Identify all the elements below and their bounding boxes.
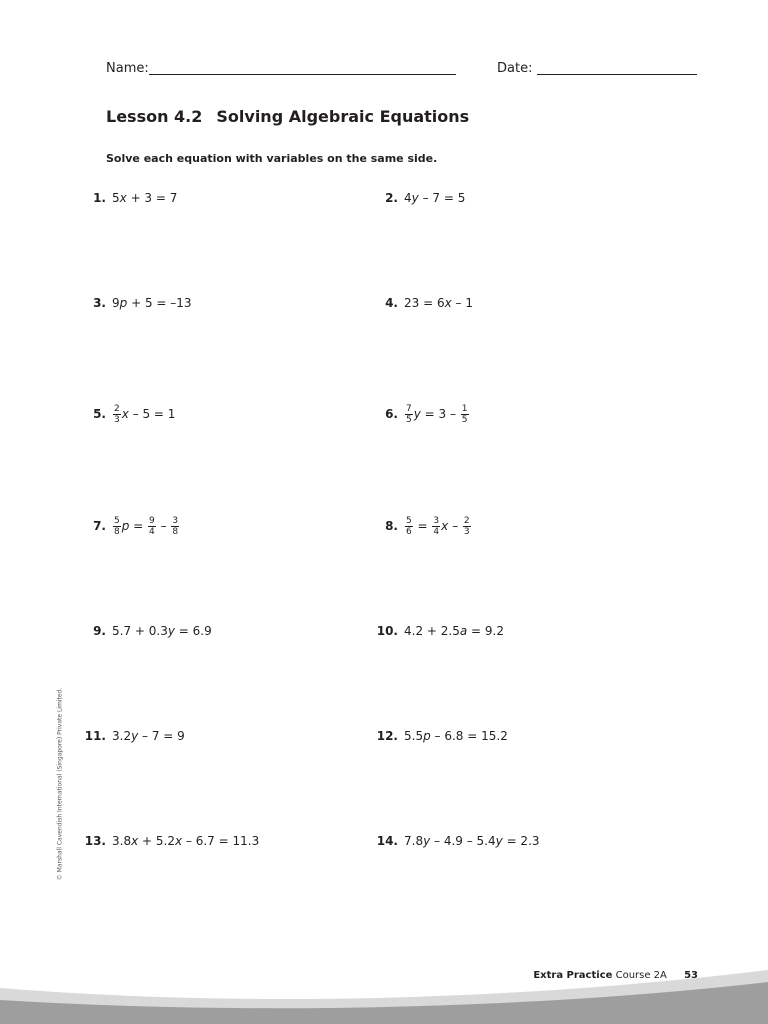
fraction [113,404,121,425]
fraction [405,404,413,425]
equation-text: + 5.2 [138,834,175,848]
equation-text: 5.7 + 0.3 [112,624,168,638]
fraction-numerator: 3 [433,515,440,526]
equation-text: 7.8 [404,834,424,848]
fraction [461,404,469,425]
problem-equation [112,296,192,310]
equation-text: – 6.7 = 11.3 [182,834,260,848]
problem-item [78,721,185,751]
problem-number: 3. [93,296,106,310]
problem-item [370,399,470,429]
problem-number: 1. [93,191,106,205]
problem-item [370,826,540,856]
problem-equation [404,624,504,638]
date-field-line[interactable] [537,74,697,75]
equation-variable: y [167,624,175,638]
problem-number: 12. [376,729,398,743]
lesson-number: Lesson 4.2 [106,107,203,126]
problem-equation [404,729,508,743]
problem-number: 7. [93,519,106,533]
fraction-numerator: 5 [114,515,120,526]
equation-text: 4 [404,191,412,205]
problem-item [370,511,472,541]
problem-number: 6. [385,407,398,421]
fraction-numerator: 7 [406,403,412,414]
equation-text: – [156,519,171,533]
problem-item [78,511,180,541]
equation-text: 4.2 + 2.5 [404,624,460,638]
equation-variable: a [459,624,468,638]
equation-text: – 4.9 – 5.4 [430,834,496,848]
equation-variable: y [411,191,419,205]
equation-variable: x [131,834,139,848]
fraction-denominator: 3 [463,526,470,537]
footer-course: Course 2A [615,970,667,981]
equation-variable: y [423,834,431,848]
page-footer [533,970,698,981]
equation-variable: x [441,519,449,533]
problem-equation [112,516,180,537]
fraction [432,516,440,537]
problem-number: 9. [93,624,106,638]
equation-variable: x [444,296,452,310]
problem-equation [112,624,212,638]
problem-number: 4. [385,296,398,310]
problem-item [370,616,504,646]
problem-item [370,288,473,318]
equation-variable: x [119,191,127,205]
problem-number: 10. [376,624,398,638]
fraction-numerator: 9 [149,515,155,526]
equation-text: – 7 = 5 [418,191,466,205]
problem-number: 11. [84,729,106,743]
fraction-denominator: 5 [406,414,412,425]
fraction-denominator: 4 [149,526,155,537]
fraction-denominator: 8 [172,526,179,537]
equation-text: – 5 = 1 [128,407,176,421]
instruction-text: Solve each equation with variables on the same side. [106,152,438,165]
fraction-denominator: 3 [114,414,120,425]
problem-item [78,288,192,318]
name-label: Name: [106,61,149,76]
fraction [171,516,179,537]
equation-text: 23 = 6 [404,296,445,310]
equation-text: 3.8 [112,834,132,848]
equation-text: – 7 = 9 [138,729,185,743]
problem-item [78,826,259,856]
problem-equation [404,516,472,537]
problem-number: 2. [385,191,398,205]
fraction-numerator: 3 [172,515,179,526]
fraction [148,516,156,537]
problem-number: 14. [376,834,398,848]
footer-series: Extra Practice [533,970,613,981]
problem-item [78,183,177,213]
fraction-denominator: 4 [433,526,440,537]
problem-equation [112,191,177,205]
equation-variable: y [131,729,139,743]
fraction-denominator: 8 [114,526,120,537]
equation-variable: y [495,834,503,848]
equation-text: – [448,519,462,533]
name-field-line[interactable] [149,74,456,75]
problem-number: 8. [385,519,398,533]
equation-text: 5 [112,191,120,205]
equation-text: 3.2 [112,729,132,743]
fraction-denominator: 5 [461,414,468,425]
problem-equation [404,834,540,848]
equation-variable: y [413,407,421,421]
problem-equation [112,729,185,743]
problem-item [78,399,175,429]
equation-text: = [129,519,148,533]
equation-text: = 3 – [420,407,460,421]
fraction-denominator: 6 [406,526,412,537]
equation-text: 5.5 [404,729,424,743]
equation-text: – 1 [451,296,473,310]
equation-text: 9 [112,296,120,310]
equation-variable: x [174,834,183,848]
equation-text: = 2.3 [502,834,540,848]
lesson-title [106,107,469,126]
problem-number: 5. [93,407,106,421]
equation-variable: p [423,729,431,743]
fraction [463,516,471,537]
equation-text: – 6.8 = 15.2 [430,729,508,743]
equation-text: + 3 = 7 [126,191,178,205]
equation-text: = [413,519,432,533]
equation-text: = 6.9 [174,624,212,638]
date-label: Date: [497,61,533,76]
equation-variable: p [121,519,130,533]
copyright-notice: © Marshall Cavendish International (Singapore) Private Limited. [56,687,64,881]
problem-equation [404,191,465,205]
problem-equation [404,296,473,310]
equation-text: = 9.2 [467,624,504,638]
page-number: 53 [684,970,698,981]
problem-equation [112,834,259,848]
equation-variable: x [121,407,129,421]
equation-variable: p [119,296,128,310]
equation-text: + 5 = –13 [127,296,192,310]
fraction [405,516,413,537]
problem-item [370,183,465,213]
fraction [113,516,121,537]
problem-equation [404,404,470,425]
problem-item [370,721,508,751]
fraction-numerator: 1 [461,403,468,414]
fraction-numerator: 2 [114,403,120,414]
problem-equation [112,404,175,425]
fraction-numerator: 2 [463,515,470,526]
lesson-name: Solving Algebraic Equations [216,107,470,126]
fraction-numerator: 5 [406,515,412,526]
problem-item [78,616,212,646]
problem-number: 13. [84,834,106,848]
